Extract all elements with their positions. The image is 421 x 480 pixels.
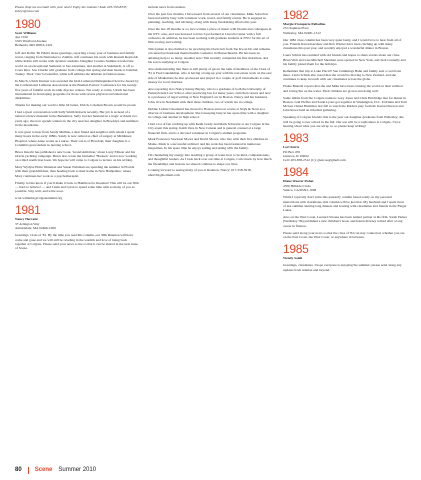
news-paragraph: Greetings, classmates. I hope everyone is enjoying the summer; please send along any updates from reunion and beyond.	[283, 263, 402, 272]
news-paragraph: Tim Lyman is also thrilled to be receiving his black belt from Tae Kwon Do and remains a licensed professional mental health counselor in Massachusetts. He has been an amazing help to so many. Another note: Tim recently completed his first marathon, and his son is studying at Colgate.	[148, 47, 270, 65]
issue-season: Summer 2010	[58, 467, 97, 473]
news-paragraph: Please send along your news so that the class of '84 can stay connected, whether you are on the East Coast, the West Coast, or anywhere in between.	[283, 230, 405, 239]
class-correspondent-1984	[283, 179, 407, 192]
correspondent-name: Diane Weaver Fisher	[283, 179, 314, 184]
correspondent-name: Lori Kurtz	[283, 145, 300, 150]
class-correspondent-1983	[283, 145, 407, 162]
address-line: PO Box 476	[283, 149, 300, 154]
news-paragraph: Greetings, Class of '81. By the time you read this column, our 30th Reunion will have come and gone and we will still be reveling in the warmth and love of being back together at Colgate. Please send your news to me so that it can be shared in the next issue of Scene.	[15, 233, 138, 251]
news-paragraph: include news from reunion.	[148, 5, 186, 9]
news-paragraph: I'm channeling my energy into teaching a group of teens how to be kind, compassionate, and thoughtful leaders. As I look back over our time at Colgate, I am struck by how much the friendships and lessons we shared continue to shape our lives.	[148, 152, 272, 166]
correspondent-name: Nancy Hervatic	[15, 217, 39, 222]
class-correspondent-1980	[15, 31, 139, 48]
address-line: 5325 Westbard Avenue	[15, 39, 47, 44]
class-correspondent-1985	[283, 256, 407, 260]
correspondent-name: Wendy Soleil	[283, 256, 303, 261]
news-paragraph: Looking forward to seeing many of you at Reunion. Nancy: 617-558-5918, nherv81@hotmail.com	[148, 168, 252, 177]
news-paragraph: In March, Ulrich Kleiner was awarded the Irish Lutheran Distinguished Service Award by the Confessional Lutheran Association at the Bremen Pastors' Conference for his twenty-five years of faithful work in adult daycare centers. Not ready to retire, Ulrich has been instrumental in developing programs for those with severe physical and emotional disabilities.	[15, 79, 139, 101]
news-paragraph: Also on the West Coast, Leonard Strauss has been named partner at his firm. Sarah Parker (Wellesley '84) published a new children's book, and Karen Rowley retired after a long career in finance.	[283, 215, 407, 228]
address-line: Glencoe, IL 60022	[283, 153, 309, 158]
correspondent-name: Margie Fromparte Palladino	[283, 22, 326, 26]
news-paragraph: Mary Wydysz Hotte Weisman and Susan Weisman are spending the summer in Florida with their grandchildren, then heading back to their home in New Hampshire, where Mary continues her work as a psychotherapist.	[15, 165, 135, 178]
intro-text: Please drop me an email with your news! Enjoy the summer! Kate 203-550-8335; ksbrys@msn.com	[15, 5, 128, 14]
email-link[interactable]: scott.williams@colgatealumni.org	[15, 196, 63, 201]
address-line: Auburndale, MA 02466-1009	[15, 226, 56, 231]
page-number: 80	[15, 467, 22, 473]
page-footer	[15, 466, 96, 474]
address-line: Wellesley, MA 02481-1312	[283, 30, 321, 35]
address-line: Cell: 203-858-2512 (C); glencoe@gmail.com	[283, 158, 346, 163]
footer-divider	[28, 467, 29, 474]
class-year-1981: 1981	[15, 203, 41, 218]
column-left	[15, 5, 139, 253]
news-paragraph: Some tidbits from the Colgate reunion: Gary Jones and Chris Holdridge met for dinner in Boston. Gail Pfeffer and Sarah Lyons got together in Washington, D.C. Ed Dunn and Tom McGee visited Hamilton last fall to watch the Raiders play football. Karen Dawson and John Rowe held an informal gathering.	[283, 95, 407, 113]
address-line: Venice, CA 90291-1048	[283, 187, 317, 192]
address-line: 23 Chapman Place	[283, 26, 309, 31]
news-paragraph: While I typically don't write this quarterly column based solely on my personal interactions with classmates, this column will be just that. My husband and I spent most of last summer sharing long dinners and boating with classmates and friends in the Finger Lakes.	[283, 195, 407, 213]
class-year-1983: 1983	[283, 131, 309, 146]
news-paragraph: Finally, let me know if you'll make it back to Hamilton for Reunion! This will be our 30th — hard to believe! — and Linda and I plan to spend some time with as many of you as possible. Stay well, and write soon.	[15, 180, 139, 194]
class-correspondent-1982	[283, 22, 407, 35]
news-paragraph: Over the last 18 months or so, he's written a piece of music with friends and colleagues in the NYC area, and was honored to have it performed at Lincoln Center with a full orchestra. In addition, he has been working with graduate students at NYU for the art of film scoring and writing.	[148, 27, 272, 45]
news-paragraph: Laura Schick has reunited with old friends and hopes to share stories about our class. Brian Welt and Lisa Mitchell Sherman were spotted in New York, and Jack Connelly and his family joined them for the holidays.	[283, 53, 406, 66]
news-paragraph: Over the past few months, I have heard from several of our classmates. Mike Sobel has been incredibly busy with volunteer work, travel, and family events. He is engaged in planning, teaching, and advising, along with many fundraising efforts this year.	[148, 11, 268, 25]
news-paragraph: I had a lot of fun catching up with Keith Grady and Mark Schwartz at our Colgate in the City event this spring. Keith lives in New Canaan and is general counsel at a large financial firm, and is a devoted volunteer in Colgate's alumni programs.	[148, 121, 270, 135]
address-line: Bethesda, MD 20816-1422	[15, 43, 53, 48]
class-correspondent-1981	[15, 217, 139, 230]
news-paragraph: Elaine Bianchi reports that she and Mike have been cruising the world on their sailboat and loving life on the water. Their children are grown and doing well.	[283, 84, 403, 93]
address-line: 37 Arlington Way	[15, 221, 40, 226]
address-line: 4356 Hillside Circle	[283, 183, 311, 188]
address-line: Apt 1010	[15, 34, 28, 39]
news-paragraph: Debbie Lichtie Chouinard has moved to Boston and now works at Stryk & Stout as a director of business development. She is keeping busy in her spare time with a daughter in college and another in high school.	[148, 106, 269, 120]
news-paragraph: Mark Francesca Stockton Moore and David Moore, who live with their five children in Maine. Mark is a successful architect and his work has been featured in numerous magazines. In his spare time he enjoys sailing and skiing with the family.	[148, 137, 268, 151]
news-paragraph: I had a great conversation with Sally Smith Roberts recently. Her job is as head of a natural science museum in the Berkshires. Sally lost her husband in a tragic accident two years ago; she now spends winters in the city near her daughter in Brooklyn and summers in the mountains.	[15, 110, 139, 128]
news-paragraph: Speaking of Colgate friends: this is the year our daughter graduates from Wellesley; she will be going to law school in the fall. Our son will be a sophomore at Colgate. I love hearing about what you are all up to, so please keep writing!	[283, 115, 404, 128]
news-paragraph: It was great to hear from Sandy Mullins, a dear friend and neighbor with whom I spent many hours in the early 1980s. Sandy is now retired as chief of surgery at Middlesex Hospital, where Anne works as a nurse. Their son is at Bowdoin; their daughter is a Columbia grad student in nursing school.	[15, 129, 135, 147]
class-year-1982: 1982	[283, 8, 309, 22]
news-paragraph: Also demonstrating that there is still plenty of gas in the tank of members of the Class of '81 is Fred Gundelman, who is having a bang-up year with his real estate work on the east side of Manhattan; he also sponsored and played in a couple of golf tournaments to raise money for local charities.	[148, 66, 272, 84]
news-paragraph: Our 1982 class column has been very quiet lately, and I would love to hear from all of you. Friends Karen Kershaw and Rob Warner have been catching up with many classmates this past year, and recently enjoyed a wonderful dinner in Boston.	[283, 37, 402, 51]
news-paragraph: Thanks for making our world a little bit better, Ulrich. Coleman Brown would be proud.	[15, 103, 137, 108]
news-paragraph: Remember that trip to Lake Placid? Sue Cummings Hahn and family sent a card from there. Laura Schick also noted that she would be moving to New Zealand, and she continues to keep in touch with our classmates across the globe.	[283, 68, 401, 82]
class-year-1984: 1984	[283, 165, 309, 180]
news-paragraph: Jeff and Robin 'Di Palma' share greetings, reporting a busy year of business and family travel, ranging from Nantucket to Zambia. Jeff continues his work with Russell Reynolds while Robin still works with dyslexic students. Daughter Cerulea Jasmine traveled the world on an exceptional Semester at Sea adventure, and another is Steinhardt, is off to Costa Rica. Son Charlie will graduate from college this spring and then heads to Istanbul, Turkey. Their 'clan' is beautiful, while Jeff admires the ultimate in fashion sense.	[15, 50, 139, 77]
magazine-name: Scene	[34, 467, 53, 473]
news-paragraph: Also reporting in is Nancy Kenny Bayley, who is a graduate of both the University of Pennsylvania Law School, after practicing law for many years, switched careers and now is a professor of legal writing at New England Law in Boston. Nancy and her husband, John, live in Needham with their three children, two of whom are in college.	[148, 86, 271, 104]
news-paragraph: Bruce Knecht has published a new book, 'Grand Ambition,' about Larry Ellison and his Oracle yachting campaign. Bruce also wrote the bestseller 'Hooked,' and is now working on a third nonfiction book. We hope he will come to Colgate to lecture on his writing.	[15, 149, 137, 163]
correspondent-name: Scott Williams	[15, 30, 37, 35]
column-right	[283, 5, 407, 275]
class-year-1980: 1980	[15, 16, 41, 31]
class-year-1985: 1985	[283, 242, 309, 257]
column-middle	[148, 5, 272, 180]
